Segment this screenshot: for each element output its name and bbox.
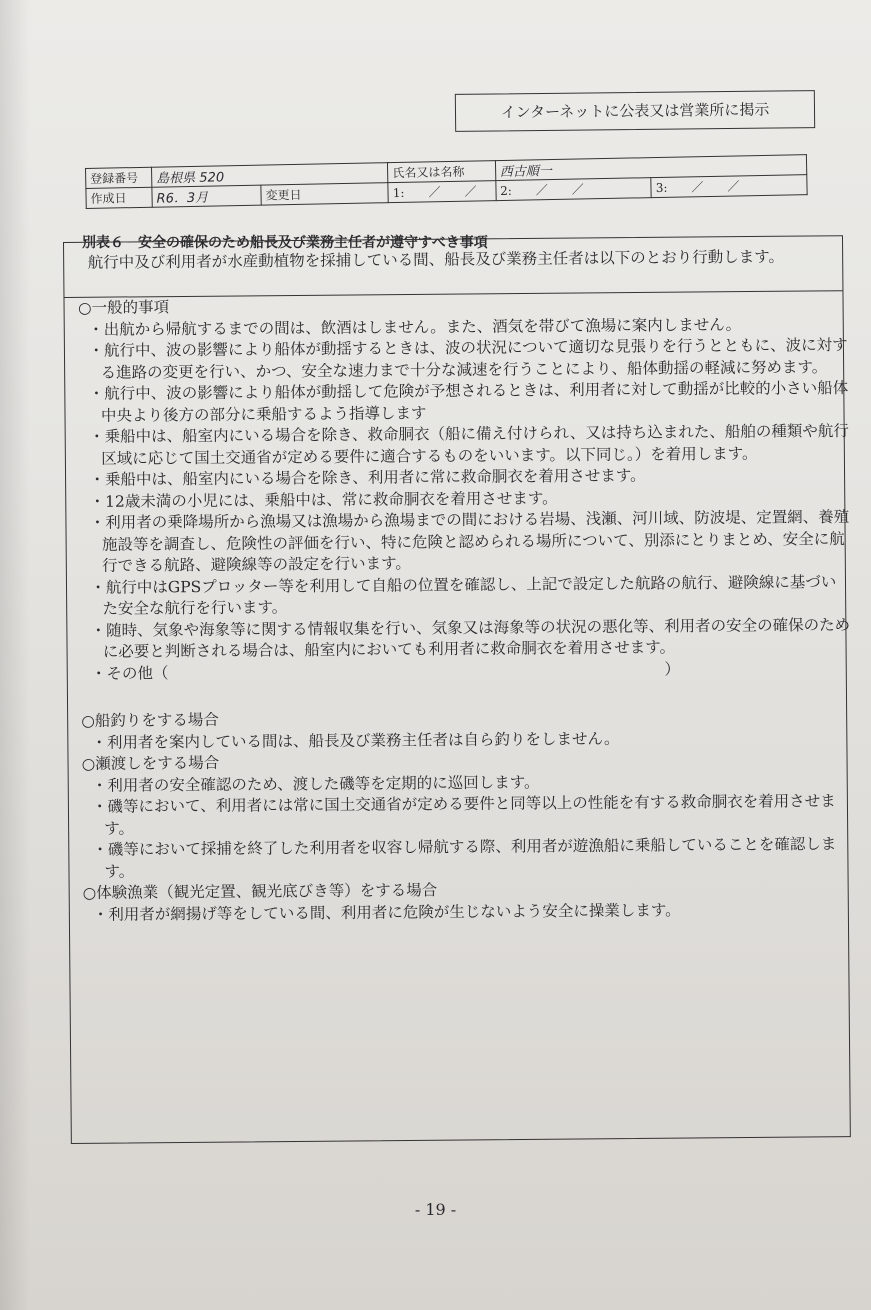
changed-label: 変更日 xyxy=(261,183,389,205)
publication-notice-box: インターネットに公表又は営業所に掲示 xyxy=(455,90,815,132)
page-shadow xyxy=(0,0,30,1310)
rules-content xyxy=(78,292,853,926)
experience-heading: ○体験漁業（観光定置、観光底びき等）をする場合 xyxy=(82,881,438,902)
ferry-heading: ○瀬渡しをする場合 xyxy=(81,753,220,773)
list-item: ・随時、気象や海象等に関する情報収集を行い、気象又は海象等の状況の悪化等、利用者の安全の確保のために必要と判断される場合は、船室内においても利用者に救命胴衣を着用させます。 xyxy=(90,615,851,661)
list-item: ・12歳未満の小児には、乗船中は、常に救命胴衣を着用させます。 xyxy=(89,488,558,511)
list-item: ・乗船中は、船室内にいる場合を除き、救命胴衣（船に備え付けられ、又は持ち込まれた、船舶の種類や航行区域に応じて国土交通省が定める要件に適合するものをいいます。以下同じ。）を着用します。 xyxy=(89,421,849,468)
change-date-1: 1: ／ ／ xyxy=(388,181,496,203)
registration-header-table xyxy=(85,154,808,209)
reg-value: 島根県 520 xyxy=(151,163,388,188)
list-item: ・航行中、波の影響により船体が動揺するときは、波の状況について適切な見張りを行うとともに、波に対する進路の変更を行い、かつ、安全な速力まで十分な減速を行うことにより、船体動揺の軽減に努めます。 xyxy=(88,335,848,382)
name-label: 氏名又は名称 xyxy=(388,161,496,183)
list-item: ・利用者の安全確認のため、渡した磯等を定期的に巡回します。 xyxy=(91,772,540,795)
list-item: ・乗船中は、船室内にいる場合を除き、利用者に常に救命胴衣を着用させます。 xyxy=(89,466,646,489)
list-item: ・磯等において、利用者には常に国土交通省が定める要件と同等以上の性能を有する救命胴衣を着用させます。 xyxy=(91,792,836,838)
intro-text: 航行中及び利用者が水産動植物を採捕している間、船長及び業務主任者は以下のとおり行動します。 xyxy=(87,247,785,272)
created-label: 作成日 xyxy=(86,187,152,208)
list-item: ・利用者の乗降場所から漁場又は漁場から漁場までの間における岩場、浅瀬、河川域、防波堤、定置網、養殖施設等を調査し、危険性の評価を行い、特に危険と認められる場所について、別添にとりまとめ、安全に航行できる航路、避険線等の設定を行います。 xyxy=(89,507,850,575)
fishing-heading: ○船釣りをする場合 xyxy=(81,710,219,730)
change-date-2: 2: ／ ／ xyxy=(495,178,651,201)
page-number: - 19 - xyxy=(414,1200,457,1219)
created-value: R6．3月 xyxy=(152,185,261,207)
name-value: 西古順一 xyxy=(495,155,807,181)
change-date-3: 3: ／ ／ xyxy=(651,175,807,198)
section-title: 別表６ 安全の確保のため船長及び業務主任者が遵守すべき事項 xyxy=(82,235,488,251)
list-item: ・航行中はGPSプロッター等を利用して自船の位置を確認し、上記で設定した航路の航行、避険線に基づいた安全な航行を行います。 xyxy=(90,572,837,618)
list-item: ・利用者を案内している間は、船長及び業務主任者は自ら釣りをしません。 xyxy=(91,729,620,752)
list-item: ・磯等において採捕を終了した利用者を収容し帰航する際、利用者が遊漁船に乗船していることを確認します。 xyxy=(92,835,837,881)
list-item-other: ・その他（ ） xyxy=(90,659,681,683)
general-heading: ○一般的事項 xyxy=(78,298,170,317)
list-item: ・利用者が網揚げ等をしている間、利用者に危険が生じないよう安全に操業します。 xyxy=(92,900,681,924)
list-item: ・航行中、波の影響により船体が動揺して危険が予想されるときは、利用者に対して動揺が比較的小さい船体中央より後方の部分に乗船するよう指導します xyxy=(88,378,849,425)
list-item: ・出航から帰航するまでの間は、飲酒はしません。また、酒気を帯びて漁場に案内しません。 xyxy=(88,315,742,339)
reg-label: 登録番号 xyxy=(86,167,152,188)
